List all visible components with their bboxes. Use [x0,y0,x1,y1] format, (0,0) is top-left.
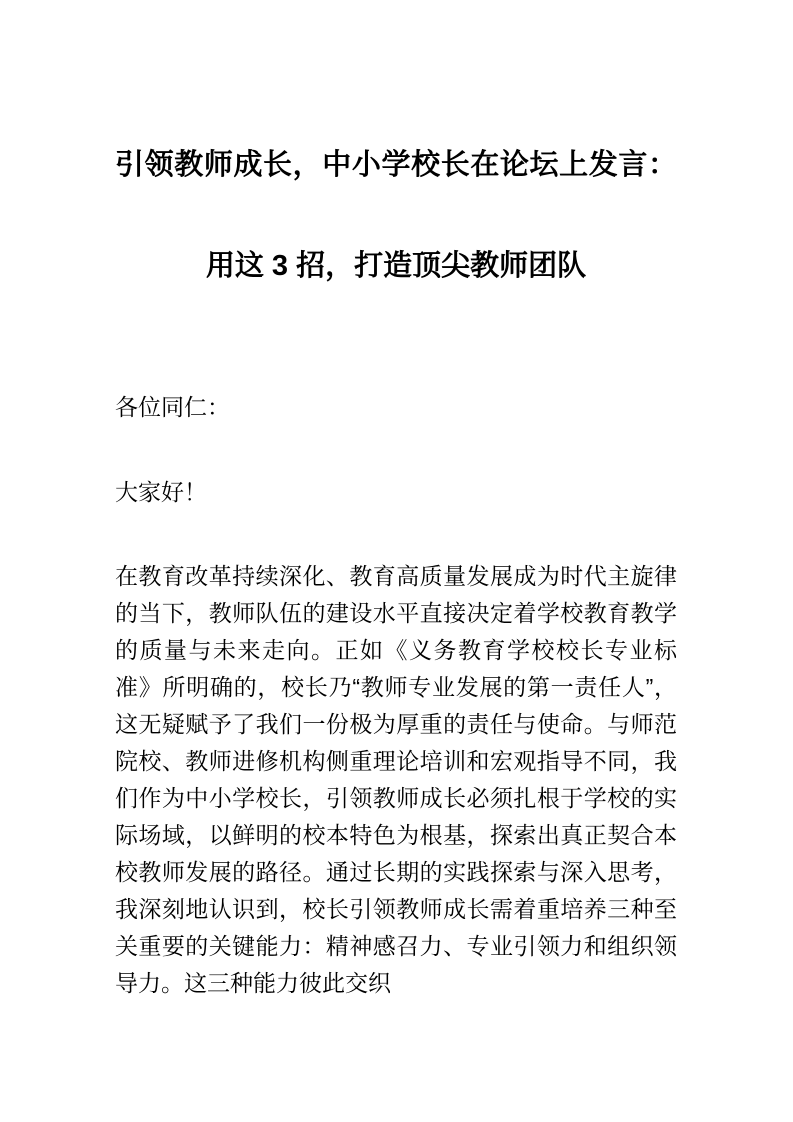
document-title-line-2: 用这 3 招，打造顶尖教师团队 [205,250,587,283]
body-paragraph-1: 在教育改革持续深化、教育高质量发展成为时代主旋律的当下，教师队伍的建设水平直接决定着学校教育教学的质量与未来走向。正如《义务教育学校校长专业标准》所明确的，校长乃“教师专业发展的第一责任人”，这无疑赋予了我们一份极为厚重的责任与使命。与师范院校、教师进修机构侧重理论培训和宏观指导不同，我们作为中小学校长，引领教师成长必须扎根于学校的实际场域，以鲜明的校本特色为根基，探索出真正契合本校教师发展的路径。通过长期的实践探索与深入思考，我深刻地认识到，校长引领教师成长需着重培养三种至关重要的关键能力：精神感召力、专业引领力和组织领导力。这三种能力彼此交织 [115,563,677,996]
greeting: 大家好！ [115,479,207,505]
document-title-line-1: 引领教师成长，中小学校长在论坛上发言： [115,149,677,182]
salutation: 各位同仁： [115,394,230,420]
